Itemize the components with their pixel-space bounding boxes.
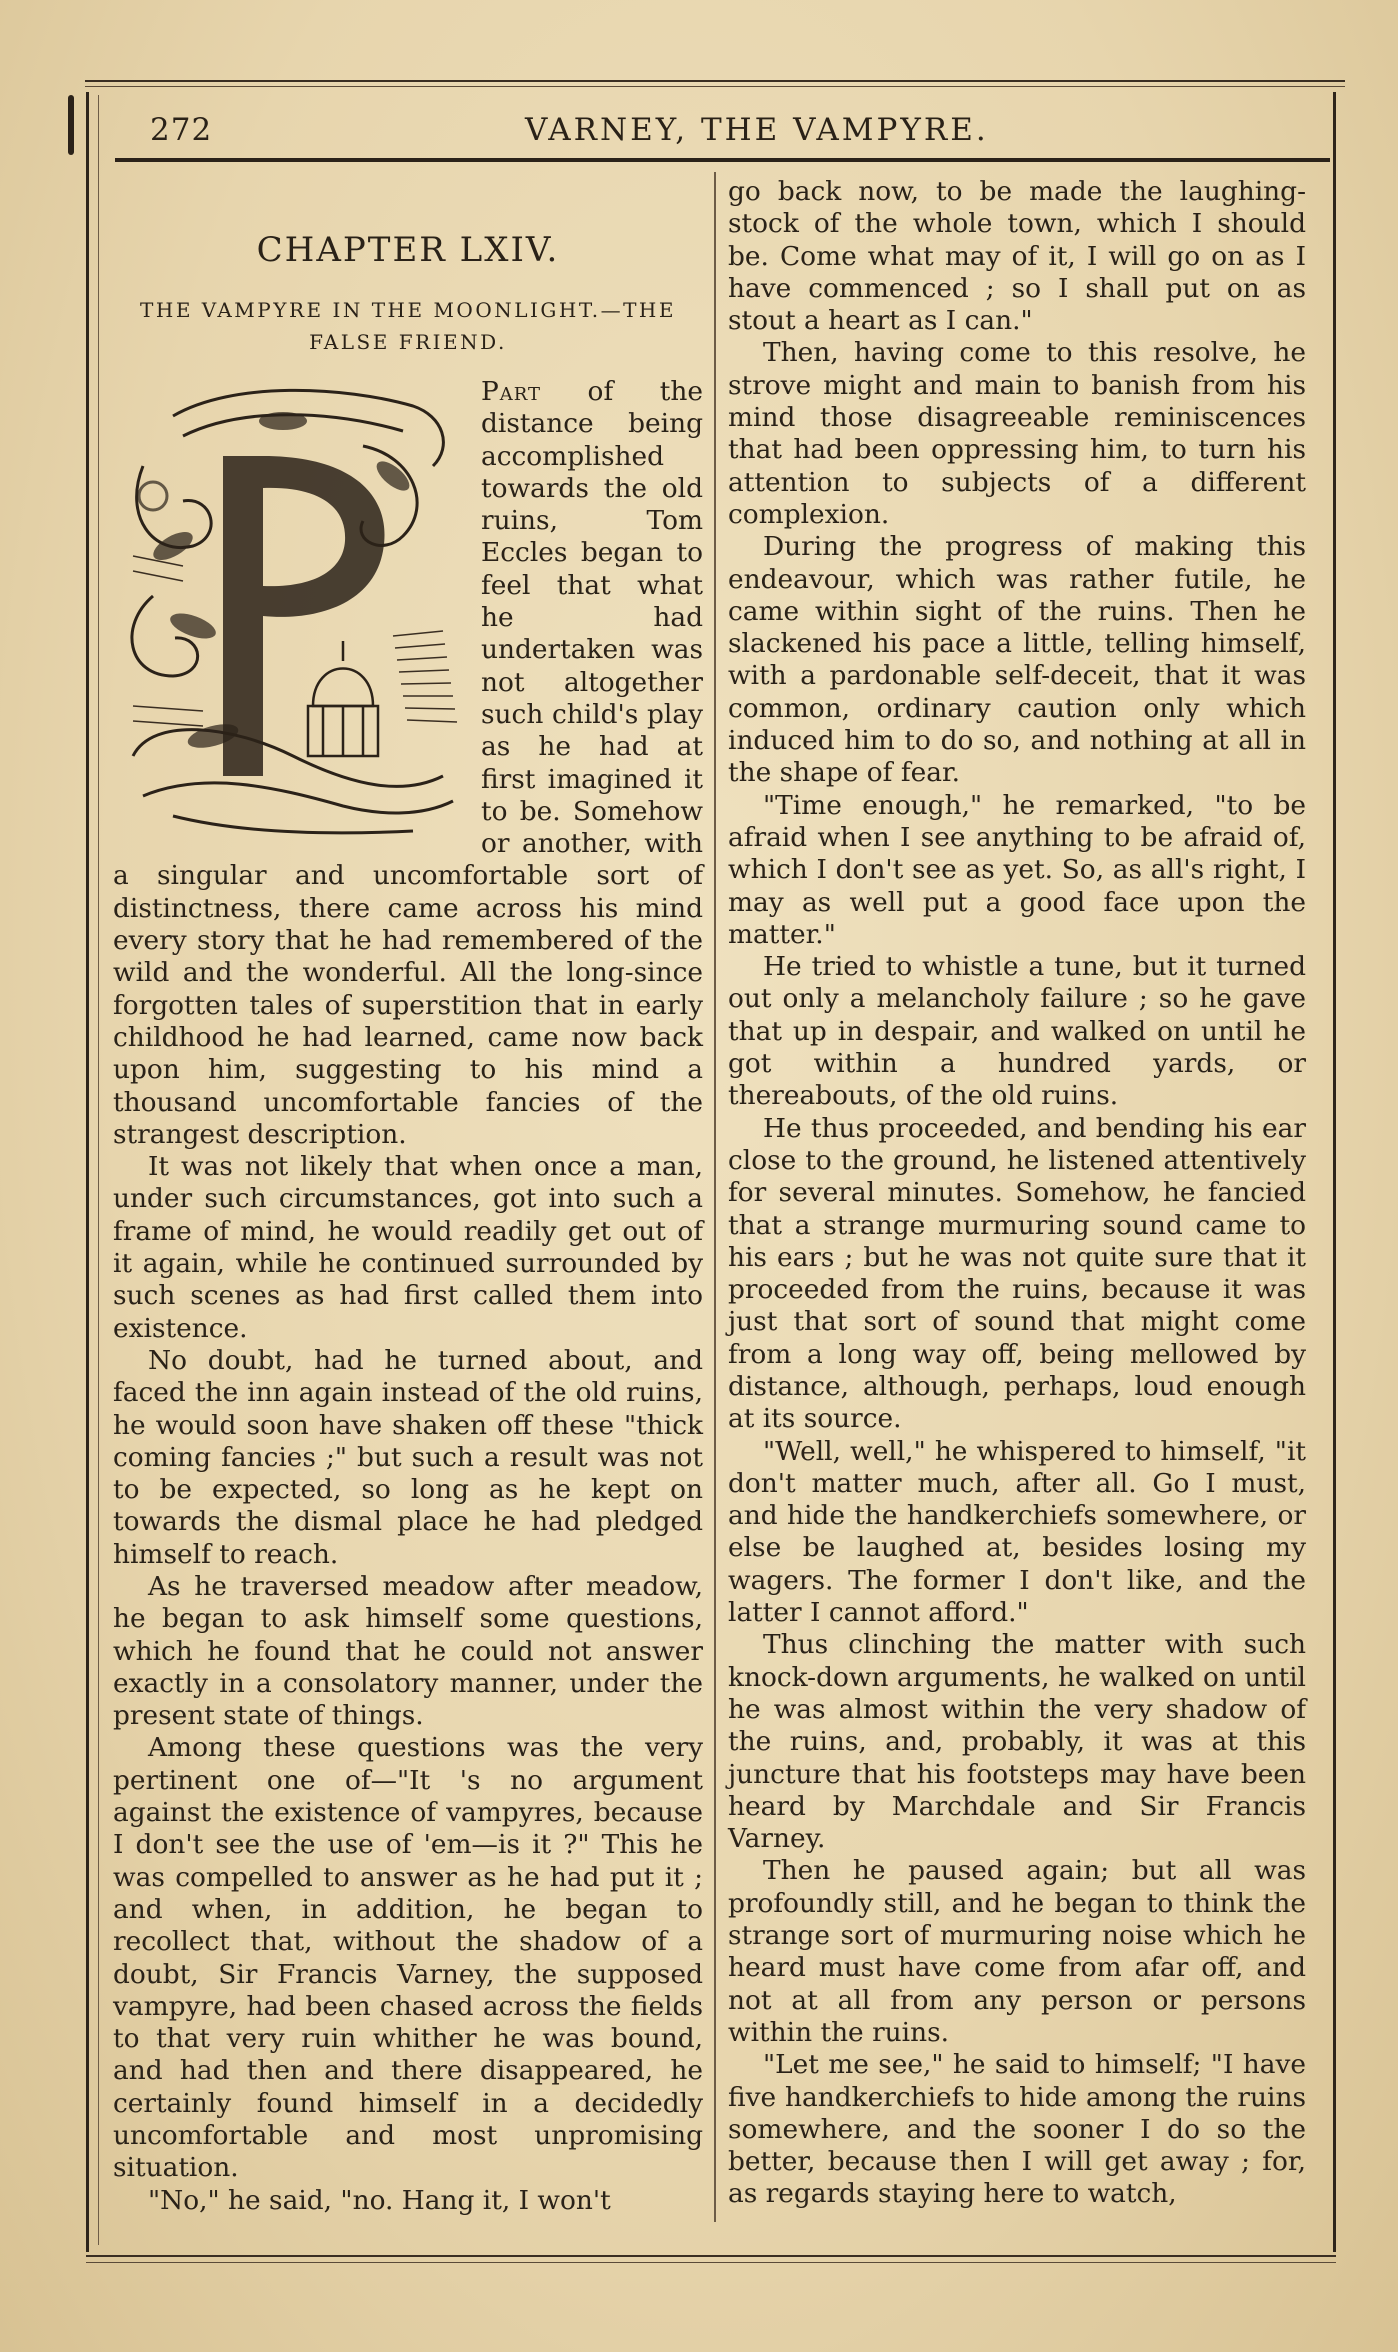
opening-word: Part <box>481 376 541 407</box>
paragraph-7: go back now, to be made the laughing-stock of the whole town, which I should be. Come what may of it, I will go on as I have commenced ; so I shall put on as stout a heart as I can." <box>728 176 1306 337</box>
ornamental-initial-svg <box>113 376 467 846</box>
paragraph-15: Then he paused again; but all was profoundly still, and he began to think the strange sort of murmuring noise which he heard must have come from afar off, and not at all from any person or persons within the ruins. <box>728 1855 1306 2048</box>
chapter-subtitle <box>113 294 703 358</box>
paragraph-9: During the progress of making this endeavour, which was rather futile, he came within sight of the ruins. Then he slackened his pace a little, telling himself, with a pardonable self-deceit, that it was common, ordinary caution only which induced him to do so, and nothing at all in the shape of fear. <box>728 531 1306 789</box>
running-title: VARNEY, THE VAMPYRE. <box>525 112 989 148</box>
paragraph-10: "Time enough," he remarked, "to be afraid when I see anything to be afraid of, which I don't see as yet. So, as all's right, I may as well put a good face upon the matter." <box>728 789 1306 950</box>
top-rule <box>85 80 1345 82</box>
page-number: 272 <box>150 112 213 148</box>
ornamental-initial-p-illustration <box>113 376 467 846</box>
frame-inner-line <box>98 95 99 2245</box>
binding-mark <box>68 95 74 155</box>
paragraph-14: Thus clinching the matter with such knock-down arguments, he walked on until he was almost within the very shadow of the ruins, and, probably, it was at this juncture that his footsteps may have been heard by Marchdale and Sir Francis Varney. <box>728 1629 1306 1855</box>
paragraph-8: Then, having come to this resolve, he strove might and main to banish from his mind those disagreeable reminiscences that had been oppressing him, to turn his attention to subjects of a different complexion. <box>728 337 1306 530</box>
paragraph-13: "Well, well," he whispered to himself, "it don't matter much, after all. Go I must, and hide the handkerchiefs somewhere, or else be laughed at, besides losing my wagers. The former I don't like, and the latter I cannot afford." <box>728 1435 1306 1629</box>
paragraph-1-text: of the distance being accomplished towards the old ruins, Tom Eccles began to feel that what he had undertaken was not altogether such child's play as he had at first imagined it to be. Somehow or another, with a singular and uncomfortable sort of distinctness, there came across his mind every story that he had remembered of the wild and the wonderful. All the long-since forgotten tales of superstition that in early childhood he had learned, came now back upon him, suggesting to his mind a thousand uncomfortable fancies of the strangest description. <box>113 376 703 1150</box>
paragraph-11: He tried to whistle a tune, but it turned out only a melancholy failure ; so he gave that up in despair, and walked on until he got within a hundred yards, or thereabouts, of the old ruins. <box>728 951 1306 1112</box>
paragraph-16: "Let me see," he said to himself; "I have five handkerchiefs to hide among the ruins somewhere, and the sooner I do so the better, because then I will get away ; for, as regards staying here to watch, <box>728 2049 1306 2210</box>
bottom-rule <box>86 2255 1336 2257</box>
chapter-title: CHAPTER LXIV. <box>256 230 560 270</box>
chapter-subtitle-line2: FALSE FRIEND. <box>309 330 507 354</box>
bottom-rule-thin <box>86 2262 1336 2263</box>
column-divider <box>714 172 716 2222</box>
header-rule <box>115 158 1330 162</box>
top-rule-thin <box>85 86 1345 87</box>
left-column <box>113 176 703 2217</box>
paragraph-5: Among these questions was the very pertinent one of—"It 's no argument against the existence of vampyres, because I don't see the use of 'em—is it ?" This he was compelled to answer as he had put it ; and when, in addition, he began to recollect that, without the shadow of a doubt, Sir Francis Varney, the supposed vampyre, had been chased across the fields to that very ruin whither he was bound, and had then and there disappeared, he certainly found himself in a decidedly uncomfortable and most unpromising situation. <box>113 1732 703 2184</box>
chapter-subtitle-line1: THE VAMPYRE IN THE MOONLIGHT.—THE <box>140 298 676 322</box>
paragraph-6: "No," he said, "no. Hang it, I won't <box>148 2184 611 2216</box>
paragraph-12: He thus proceeded, and bending his ear close to the ground, he listened attentively for several minutes. Somehow, he fancied that a strange murmuring sound came to his ears ; but he was not quite sure that it proceeded from the ruins, because it was just that sort of sound that might come from a long way off, being mellowed by distance, although, perhaps, loud enough at its source. <box>728 1112 1306 1435</box>
paragraph-3: No doubt, had he turned about, and faced the inn again instead of the old ruins, he would soon have shaken off these "thick coming fancies ;" but such a result was not to be expected, so long as he kept on towards the dismal place he had pledged himself to reach. <box>113 1344 703 1570</box>
paragraph-4: As he traversed meadow after meadow, he began to ask himself some questions, which he found that he could not answer exactly in a consolatory manner, under the present state of things. <box>113 1570 703 1732</box>
right-column <box>728 176 1306 2211</box>
page-header <box>150 108 1330 158</box>
paragraph-2: It was not likely that when once a man, under such circumstances, got into such a frame of mind, he would readily get out of it again, while he continued surrounded by such scenes as had first called them into existence. <box>113 1151 703 1344</box>
